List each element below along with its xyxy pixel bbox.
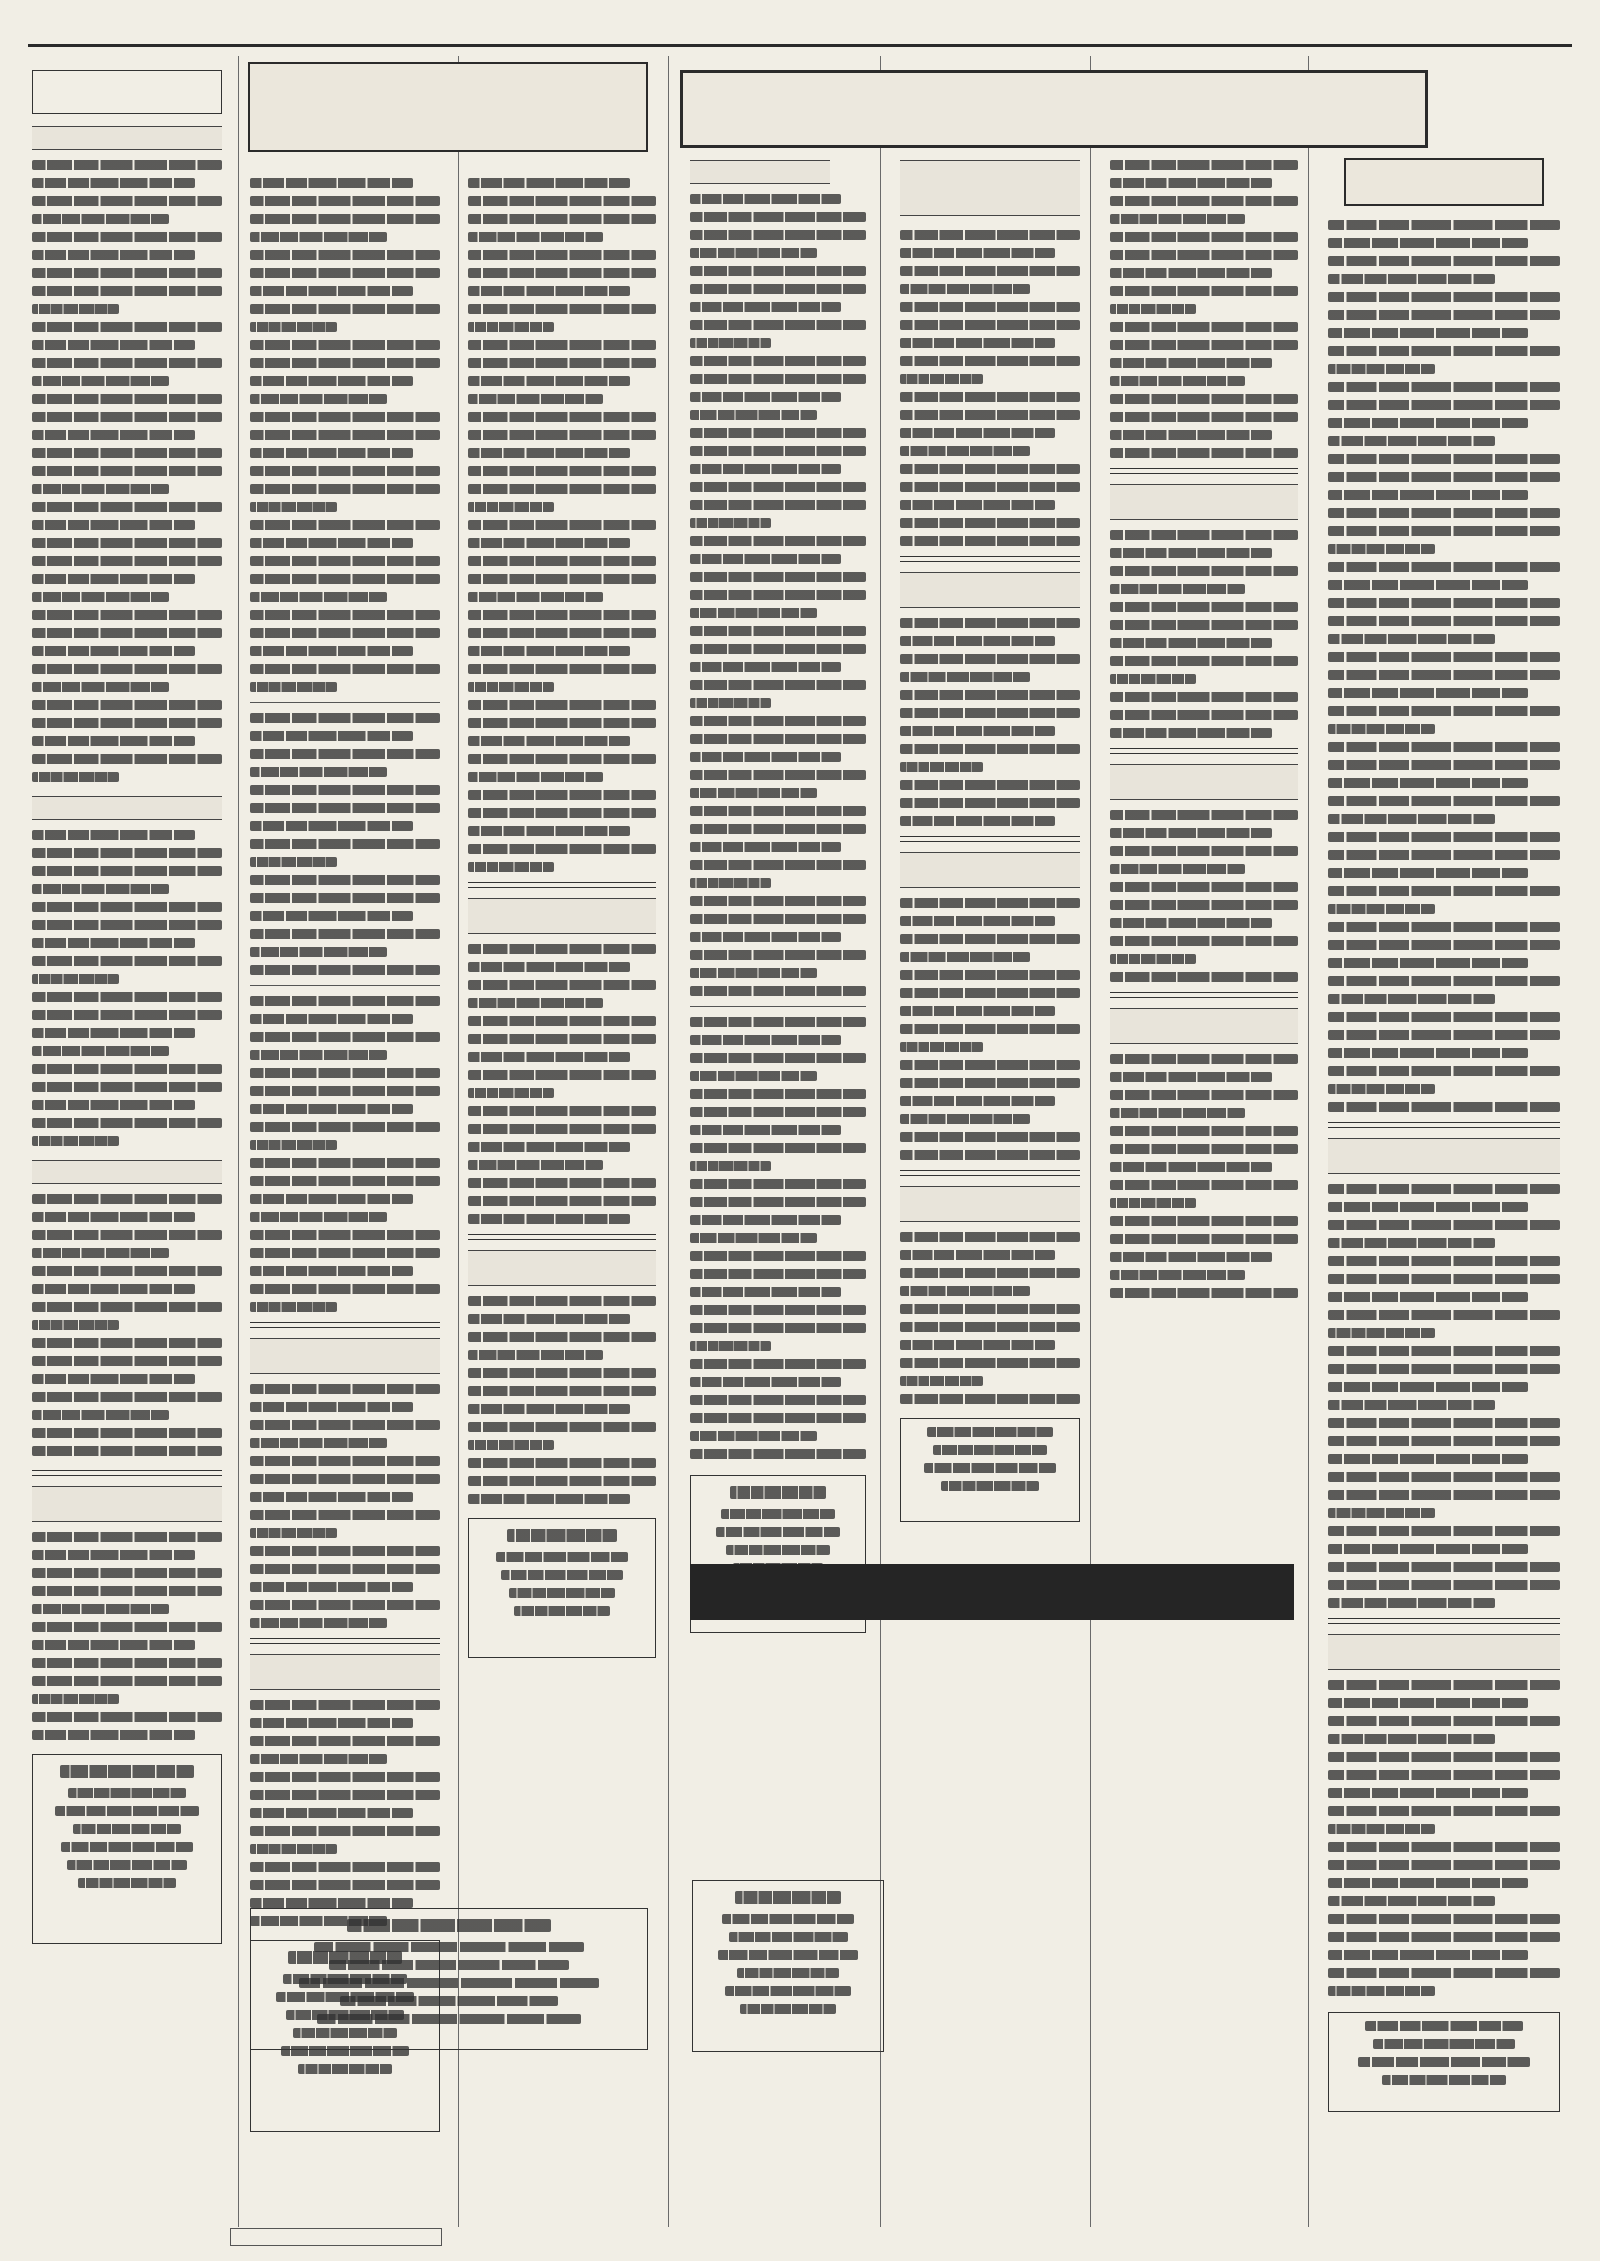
column-5-box (900, 1418, 1080, 1522)
column-1-text-1 (32, 160, 222, 782)
column-1-bottom-ad (32, 1754, 222, 1944)
column-1-heading (32, 126, 222, 150)
bottom-stamp (230, 2228, 442, 2246)
column-7 (1328, 220, 1560, 2200)
lower-center-ad (250, 1908, 648, 2050)
column-1-section-heading-2 (32, 1160, 222, 1184)
column-3 (468, 178, 656, 2208)
column-divider-6 (1308, 56, 1309, 2227)
column-1-text-3 (32, 1194, 222, 1456)
lower-right-ad (692, 1880, 884, 2052)
column-1-header-box (32, 70, 222, 114)
column-divider-3 (668, 56, 669, 2227)
column-2 (250, 178, 440, 2208)
folio-center (720, 12, 890, 36)
column-7-bottom-box (1328, 2012, 1560, 2112)
column-6 (1110, 160, 1298, 2200)
column-3-ad (468, 1518, 656, 1658)
column-1 (32, 70, 222, 2220)
chronicle-title-box (1344, 158, 1544, 206)
column-divider-2 (458, 56, 459, 2227)
top-rule (28, 44, 1572, 47)
column-1-section-heading-1 (32, 796, 222, 820)
column-1-text-4 (32, 1532, 222, 1740)
sports-title-box (248, 62, 648, 152)
column-5 (900, 160, 1080, 2200)
column-divider-1 (238, 56, 239, 2227)
column-1-text-2 (32, 830, 222, 1146)
column-divider-5 (1090, 56, 1091, 2227)
column-1-ad-heading (32, 1486, 222, 1522)
folio-left (32, 14, 272, 34)
main-headline-box (680, 70, 1428, 148)
